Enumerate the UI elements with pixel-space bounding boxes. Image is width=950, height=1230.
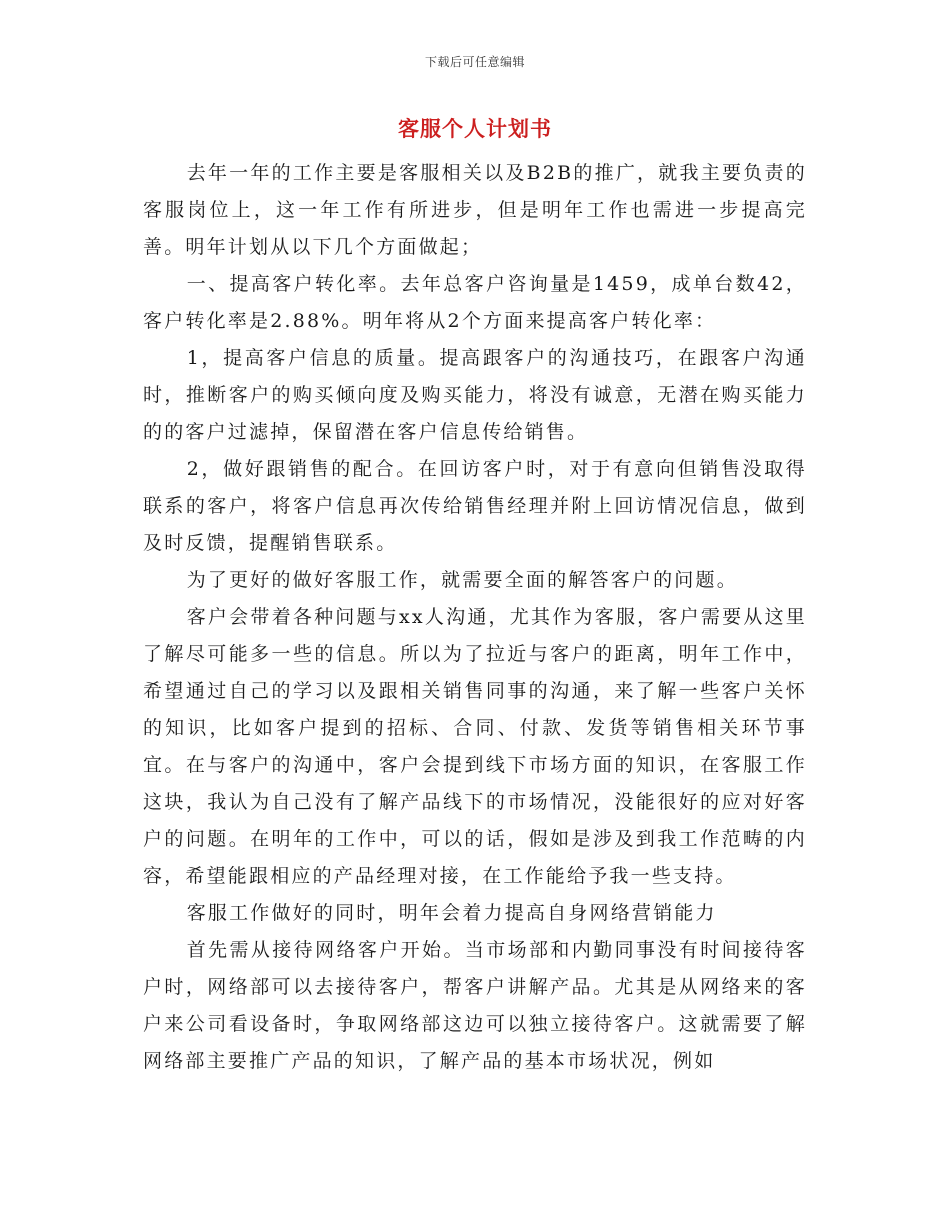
- paragraph-network-marketing: 客服工作做好的同时，明年会着力提高自身网络营销能力: [186, 902, 717, 924]
- paragraph-customer-communication: 客户会带着各种问题与xx人沟通，尤其作为客服，客户需要从这里了解尽可能多一些的信息。所以为了拉近与客户的距离，明年工作中，希望通过自己的学习以及跟相关销售同事的沟通，来了解一些客户关怀的知识，比如客户提到的招标、合同、付款、发货等销售相关环节事宜。在与客户的沟通中，客户会提到线下市场方面的知识，在客服工作这块，我认为自己没有了解产品线下的市场情况，没能很好的应对好客户的问题。在明年的工作中，可以的话，假如是涉及到我工作范畴的内容，希望能跟相应的产品经理对接，在工作能给予我一些支持。: [143, 606, 807, 887]
- header-note: 下载后可任意编辑: [424, 55, 525, 69]
- paragraph-intro: 去年一年的工作主要是客服相关以及B2B的推广，就我主要负责的客服岗位上，这一年工作有所进步，但是明年工作也需进一步提高完善。明年计划从以下几个方面做起；: [143, 162, 807, 258]
- paragraph-point-1: 1，提高客户信息的质量。提高跟客户的沟通技巧，在跟客户沟通时，推断客户的购买倾向度及购买能力，将没有诚意，无潜在购买能力的的客户过滤掉，保留潜在客户信息传给销售。: [143, 347, 807, 443]
- paragraph-online-customers: 首先需从接待网络客户开始。当市场部和内勤同事没有时间接待客户时，网络部可以去接待客户，帮客户讲解产品。尤其是从网络来的客户来公司看设备时，争取网络部这边可以独立接待客户。这就需要了解网络部主要推广产品的知识，了解产品的基本市场状况，例如: [143, 939, 807, 1072]
- document-body: [143, 155, 807, 1080]
- document-title: 客服个人计划书: [398, 117, 552, 141]
- paragraph-service-goal: 为了更好的做好客服工作，就需要全面的解答客户的问题。: [186, 569, 738, 591]
- paragraph-conversion-rate: 一、提高客户转化率。去年总客户咨询量是1459，成单台数42，客户转化率是2.88%。明年将从2个方面来提高客户转化率：: [143, 273, 807, 332]
- paragraph-point-2: 2，做好跟销售的配合。在回访客户时，对于有意向但销售没取得联系的客户，将客户信息再次传给销售经理并附上回访情况信息，做到及时反馈，提醒销售联系。: [143, 458, 807, 554]
